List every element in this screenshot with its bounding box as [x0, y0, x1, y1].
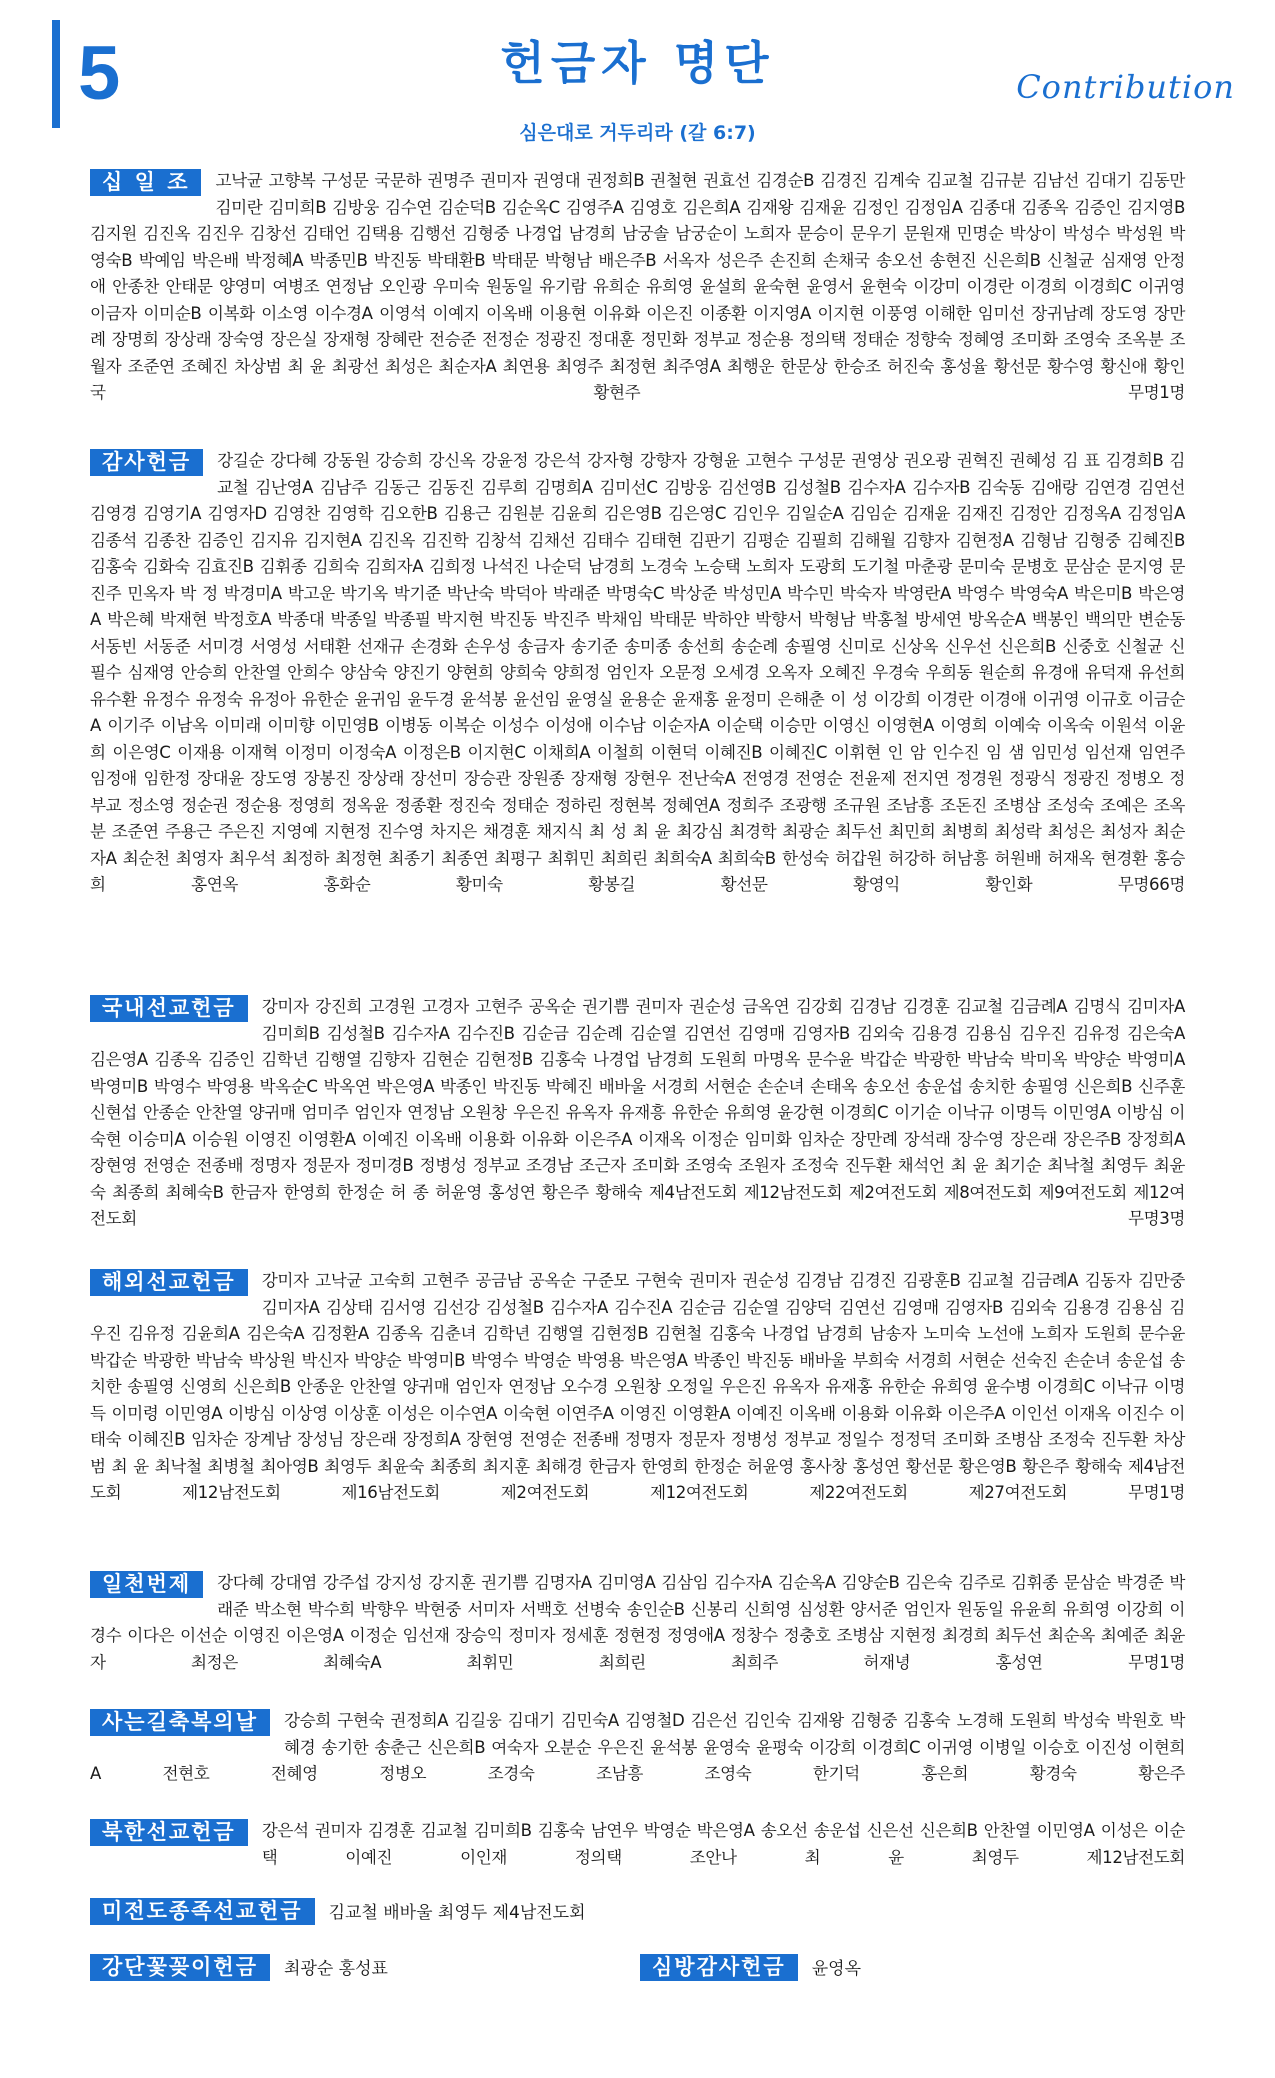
- donor-names-unreached-peoples: 김교철 배바울 최영두 제4남전도회: [328, 1903, 586, 1923]
- donor-names-blessing-day: 강승희 구현숙 권정희A 김길웅 김대기 김민숙A 김영철D 김은선 김인숙 김재왕 김형중 김홍숙 노경해 도원희 박성숙 박원호 박혜경 송기한 송춘근 신은희B 여숙자 오분순 우은진 윤석봉 윤영숙 윤평숙 이강희 이경희C 이귀영 이병일 이승호 이진성 이현희A 전현호 전혜영 정병오 조경숙 조남흥 조영숙 한기덕 홍은희 황경숙 황은주: [90, 1711, 1185, 1783]
- section-label-domestic-mission: 국내선교헌금: [90, 995, 248, 1022]
- section-unreached-peoples: [90, 1898, 586, 1928]
- section-thousand-offerings: [90, 1570, 1185, 1676]
- section-overseas-mission: [90, 1268, 1185, 1507]
- section-label-tithe: 십 일 조: [90, 169, 201, 196]
- section-blessing-day: [90, 1708, 1185, 1788]
- section-label-blessing-day: 사는길축복의날: [90, 1709, 270, 1736]
- section-label-unreached-peoples: 미전도종족선교헌금: [90, 1898, 315, 1925]
- section-label-thanksgiving: 감사헌금: [90, 449, 203, 476]
- english-title: Contribution: [1016, 68, 1235, 106]
- section-label-visitation-thanks: 심방감사헌금: [640, 1954, 798, 1981]
- section-label-altar-flowers: 강단꽃꽂이헌금: [90, 1954, 270, 1981]
- page-subtitle: 심은대로 거두리라 (갈 6:7): [519, 122, 756, 144]
- section-label-north-korea-mission: 북한선교헌금: [90, 1819, 248, 1846]
- section-label-thousand-offerings: 일천번제: [90, 1571, 203, 1598]
- donor-names-thousand-offerings: 강다혜 강대염 강주섭 강지성 강지훈 권기쁨 김명자A 김미영A 김삼임 김수자A 김순옥A 김양순B 김은숙 김주로 김휘종 문삼순 박경준 박래준 박소현 박수희 박향우 박현중 서미자 서백호 선병숙 송인순B 신봉리 신희영 심성환 양서준 엄인자 원동일 유윤희 유희영 이강희 이경수 이다은 이선순 이영진 이은영A 이정순 임선재 장승익 정미자 정세훈 정현정 정영애A 정창수 정충호 조병삼 지현정 최경희 최두선 최순옥 최예준 최윤자 최정은 최혜숙A 최휘민 최희린 최희주 허재녕 홍성연 무명1명: [90, 1573, 1185, 1672]
- page-number: 5: [78, 31, 121, 116]
- section-domestic-mission: [90, 994, 1185, 1233]
- section-north-korea-mission: [90, 1818, 1185, 1871]
- section-label-overseas-mission: 해외선교헌금: [90, 1269, 248, 1296]
- page-title: 헌금자 명단: [500, 36, 775, 90]
- section-thanksgiving: [90, 448, 1185, 899]
- donor-names-visitation-thanks: 윤영옥: [811, 1959, 861, 1979]
- donor-names-altar-flowers: 최광순 홍성표: [284, 1959, 388, 1979]
- donor-names-thanksgiving: 강길순 강다혜 강동원 강승희 강신옥 강윤정 강은석 강자형 강향자 강형윤 고현수 구성문 권영상 권오광 권혁진 권혜성 김 표 김경희B 김교철 김난영A 김남주 김동근 김동진 김루희 김명희A 김미선C 김방웅 김선영B 김성철B 김수자A 김수자B 김숙동 김애랑 김연경 김연선 김영경 김영기A 김영자D 김영찬 김영학 김오한B 김용근 김원분 김윤희 김은영B 김은영C 김인우 김일순A 김임순 김재윤 김재진 김정안 김정옥A 김정임A 김종석 김종찬 김증인 김지유 김지현A 김진옥 김진학 김창석 김채선 김태수 김태현 김판기 김평순 김필희 김해월 김향자 김현정A 김형남 김형중 김혜진B 김홍숙 김화숙 김효진B 김휘종 김희숙 김희자A 김희정 나석진 나순덕 남경희 노경숙 노승택 노희자 도광희 도기철 마춘광 문미숙 문병호 문삼순 문지영 문진주 민옥자 박 정 박경미A 박고운 박기옥 박기준 박난숙 박덕아 박래준 박명숙C 박상준 박성민A 박수민 박숙자 박영란A 박영수 박영숙A 박은미B 박은영A 박은혜 박재현 박정호A 박종대 박종일 박종필 박지현 박진동 박진주 박채임 박태문 박하얀 박향서 박형남 박홍철 방세연 방옥순A 백봉인 백의만 변순동 서동빈 서동준 서미경 서영성 서태환 선재규 손경화 손우성 송금자 송기준 송미종 송선희 송순례 송필영 신미로 신상옥 신우선 신은희B 신중호 신철균 신필수 심재영 안승희 안찬열 안희수 양삼숙 양진기 양현희 양희숙 양희정 엄인자 오문정 오세경 오옥자 오혜진 우경숙 우희동 원순희 유경애 유덕재 유선희 유수환 유정수 유정숙 유정아 유한순 윤귀임 윤두경 윤석봉 윤선임 윤영실 윤용순 윤재홍 윤정미 은해춘 이 성 이강희 이경란 이경애 이귀영 이규호 이금순A 이기주 이남옥 이미래 이미향 이민영B 이병동 이복순 이성수 이성애 이수남 이순자A 이순택 이승만 이영신 이영현A 이영희 이예숙 이옥숙 이원석 이윤희 이은영C 이재용 이재혁 이정미 이정숙A 이정은B 이지현C 이채희A 이철희 이현덕 이혜진B 이혜진C 이휘현 인 암 인수진 임 샘 임민성 임선재 임연주 임정애 임한정 장대윤 장도영 장봉진 장상래 장선미 장승관 장원종 장재형 장현우 전난숙A 전영경 전영순 전윤제 전지연 정경원 정광식 정광진 정병오 정부교 정소영 정순권 정순용 정영희 정옥윤 정종환 정진숙 정태순 정하린 정현복 정혜연A 정희주 조광행 조규원 조남흥 조돈진 조병삼 조성숙 조예은 조옥분 조준연 주용근 주은진 지영예 지현정 진수영 차지은 채경훈 채지식 최 성 최 윤 최강심 최경학 최광순 최두선 최민희 최병희 최성락 최성은 최성자 최순자A 최순천 최영자 최우석 최정하 최정현 최종기 최종연 최평구 최휘민 최희린 최희숙A 최희숙B 한성숙 허갑원 허강하 허남흥 허원배 허재옥 현경환 홍승희 홍연옥 홍화순 황미숙 황봉길 황선문 황영익 황인화 무명66명: [90, 451, 1185, 894]
- section-altar-flowers: [90, 1954, 388, 1984]
- donor-names-domestic-mission: 강미자 강진희 고경원 고경자 고현주 공옥순 권기쁨 권미자 권순성 금옥연 김강회 김경남 김경훈 김교철 김금례A 김명식 김미자A 김미희B 김성철B 김수자A 김수진B 김순금 김순례 김순열 김연선 김영매 김영자B 김외숙 김용경 김용심 김우진 김유정 김은숙A 김은영A 김종옥 김증인 김학년 김행열 김향자 김현순 김현정B 김홍숙 나경업 남경희 도원희 마명옥 문수윤 박갑순 박광한 박남숙 박미옥 박양순 박영미A 박영미B 박영수 박영용 박옥순C 박옥연 박은영A 박종인 박진동 박혜진 배바울 서경희 서현순 손순녀 손태옥 송오선 송운섭 송치한 송필영 신은희B 신주훈 신현섭 안종순 안찬열 양귀매 엄미주 엄인자 연정남 오원창 우은진 유옥자 유재흥 유한순 유희영 윤강현 이경희C 이기순 이낙규 이명득 이민영A 이방심 이숙현 이승미A 이승원 이영진 이영환A 이예진 이옥배 이용화 이유화 이은주A 이재옥 이정순 임미화 임차순 장만례 장석래 장수영 장은래 장은주B 장정희A 장현영 전영순 전종배 정명자 정문자 정미경B 정병성 정부교 조경남 조근자 조미화 조영숙 조원자 조정숙 진두환 채석언 최 윤 최기순 최낙철 최영두 최윤숙 최종희 최혜숙B 한금자 한영희 한정순 허 종 허윤영 홍성연 황은주 황해숙 제4남전도회 제12남전도회 제2여전도회 제8여전도회 제9여전도회 제12여전도회 무명3명: [90, 997, 1185, 1228]
- section-visitation-thanks: [640, 1954, 861, 1984]
- donor-names-tithe: 고낙균 고향복 구성문 국문하 권명주 권미자 권영대 권정희B 권철현 권효선 김경순B 김경진 김계숙 김교철 김규분 김남선 김대기 김동만 김미란 김미희B 김방웅 김수연 김순덕B 김순옥C 김영주A 김영호 김은희A 김재왕 김재윤 김정인 김정임A 김종대 김종옥 김증인 김지영B 김지원 김진옥 김진우 김창선 김태언 김택용 김행선 김형중 나경업 남경희 남궁솔 남궁순이 노희자 문승이 문우기 문원재 민명순 박상이 박성수 박성원 박영숙B 박예임 박은배 박정혜A 박종민B 박진동 박태환B 박태문 박형남 배은주B 서옥자 성은주 손진희 손채국 송오선 송현진 신은희B 신철균 심재영 안정애 안종찬 안태문 양영미 여병조 연정남 오인광 우미숙 원동일 유기람 유희순 유희영 윤설희 윤숙현 윤영서 윤현숙 이강미 이경란 이경희 이경희C 이귀영 이금자 이미순B 이복화 이소영 이수경A 이영석 이예지 이옥배 이용현 이유화 이은진 이종환 이지영A 이지현 이풍영 이해한 임미선 장귀남례 장도영 장만례 장명희 장상래 장숙영 장은실 장재형 장혜란 전승준 전정순 정광진 정대훈 정민화 정부교 정순용 정의택 정태순 정향숙 정혜영 조미화 조영숙 조옥분 조월자 조준연 조혜진 차상범 최 윤 최광선 최성은 최순자A 최연용 최영주 최정현 최주영A 최행운 한문상 한승조 허진숙 홍성율 황선문 황수영 황신애 황인국 황현주 무명1명: [90, 171, 1185, 402]
- section-tithe: [90, 168, 1185, 407]
- donor-names-overseas-mission: 강미자 고낙균 고숙희 고현주 공금남 공옥순 구준모 구현숙 권미자 권순성 김경남 김경진 김광훈B 김교철 김금례A 김동자 김만중 김미자A 김상태 김서영 김선강 김성철B 김수자A 김수진A 김순금 김순열 김양덕 김연선 김영매 김영자B 김외숙 김용경 김용심 김우진 김유정 김윤희A 김은숙A 김정환A 김종옥 김춘녀 김학년 김행열 김현정B 김현철 김홍숙 나경업 남경희 남송자 노미숙 노선애 노희자 도원희 문수윤 박갑순 박광한 박남숙 박상원 박신자 박양순 박영미B 박영수 박영순 박영용 박은영A 박종인 박진동 배바울 부희숙 서경희 서현순 선숙진 손순녀 송운섭 송치한 송필영 신영희 신은희B 안종운 안찬열 양귀매 엄인자 연정남 오수경 오원창 오정일 우은진 유옥자 유재홍 유한순 유희영 윤수병 이경희C 이낙규 이명득 이미령 이민영A 이방심 이상영 이상훈 이성은 이수연A 이숙현 이연주A 이영진 이영환A 이예진 이옥배 이용화 이유화 이은주A 이인선 이재옥 이진수 이태숙 이혜진B 임차순 장계남 장성님 장은래 장정희A 장현영 전영순 전종배 정명자 정문자 정병성 정부교 정일수 정정덕 조미화 조병삼 조정숙 진두환 차상범 최 윤 최낙철 최병철 최아영B 최영두 최윤숙 최종희 최지훈 최해경 한금자 한영희 한정순 허윤영 홍사창 홍성연 황선문 황은영B 황은주 황해숙 제4남전도회 제12남전도회 제16남전도회 제2여전도회 제12여전도회 제22여전도회 제27여전도회 무명1명: [90, 1271, 1185, 1502]
- donor-names-north-korea-mission: 강은석 권미자 김경훈 김교철 김미희B 김홍숙 남연우 박영순 박은영A 송오선 송운섭 신은선 신은희B 안찬열 이민영A 이성은 이순택 이예진 이인재 정의택 조안나 최 윤 최영두 제12남전도회: [261, 1821, 1185, 1867]
